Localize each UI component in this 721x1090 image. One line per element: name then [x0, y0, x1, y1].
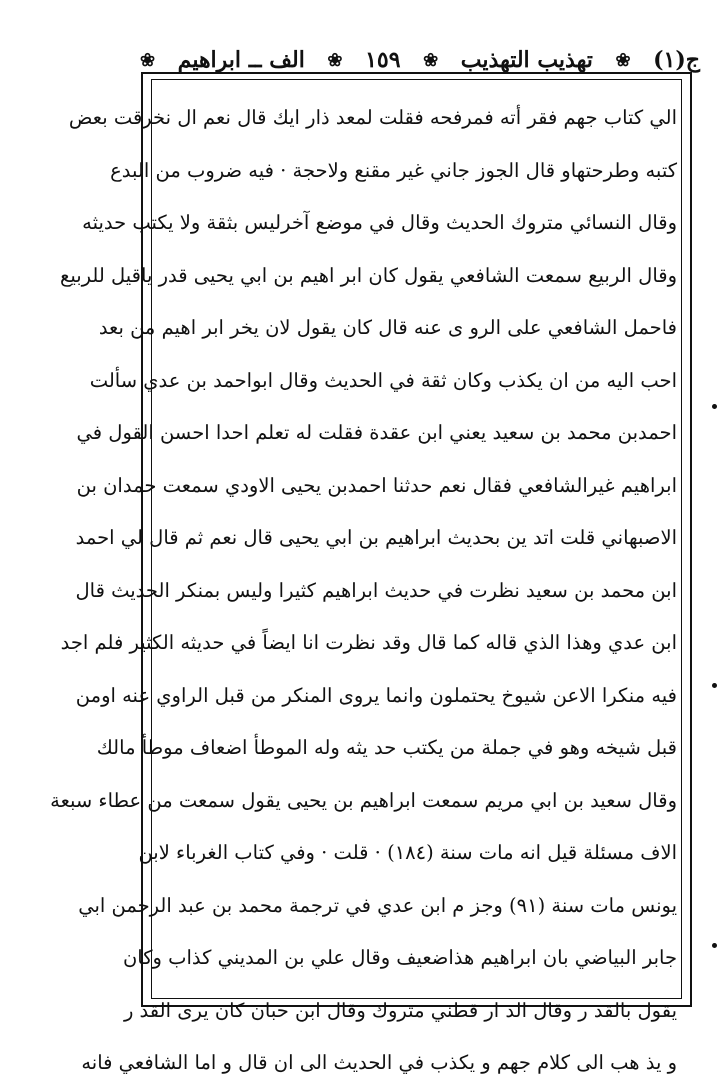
body-text — [50, 92, 677, 1090]
text-line: يقول بالقد ر وقال الد ار قطني متروك وقال ابن حبان كان يرى القد ر — [123, 998, 677, 1022]
text-line: فاحمل الشافعي على الرو ى عنه قال كان يقول لان يخر ابر اهيم من بعد — [98, 316, 677, 339]
text-line: وقال النسائي متروك الحديث وقال في موضع آخرليس بثقة ولا يكتب حديثه — [82, 211, 677, 234]
ornament-icon: ❀ — [327, 49, 343, 71]
text-line: الاصبهاني قلت اتد ين بحديث ابراهيم بن ابي يحيى قال نعم ثم قال لي احمد — [75, 526, 677, 549]
text-line: قبل شيخه وهو في جملة من يكتب حد يثه وله الموطأ اضعاف موطأ مالك — [96, 736, 677, 759]
margin-dot — [712, 404, 717, 409]
text-line: جابر البياضي بان ابراهيم هذاضعيف وقال علي بن المديني كذاب وكان — [122, 946, 677, 969]
text-line: فيه منكرا الاعن شيوخ يحتملون وانما يروى المنكر من قبل الراوي عنه اومن — [75, 683, 677, 707]
ornament-icon: ❀ — [140, 49, 156, 71]
text-line: ابن محمد بن سعيد نظرت في حديث ابراهيم كثيرا وليس بمنكر الحديث قال — [75, 578, 677, 602]
section-title: الف ــ ابراهيم — [177, 47, 305, 73]
text-line: يونس مات سنة (٩١) وجز م ابن عدي في ترجمة محمد بن عبد الرحمن ابي — [78, 893, 677, 917]
text-line: احمدبن محمد بن سعيد يعني ابن عقدة فقلت له تعلم احدا احسن القول في — [76, 421, 677, 444]
page-number: ١٥٩ — [365, 47, 401, 73]
text-line: الاف مسئلة قيل انه مات سنة (١٨٤) · قلت · وفي كتاب الغرباء لابن — [138, 841, 677, 864]
book-title: تهذيب التهذيب — [460, 47, 593, 73]
text-line: ابراهيم غيرالشافعي فقال نعم حدثنا احمدبن يحيى الاودي سمعت حمدان بن — [76, 473, 677, 497]
volume-label: ج(١) — [653, 47, 700, 73]
text-line: الي كتاب جهم فقر أته فمرفحه فقلت لمعد ذار ايك قال نعم ال نخرقت بعض — [68, 106, 677, 129]
margin-dot — [712, 683, 717, 688]
ornament-icon: ❀ — [615, 49, 631, 71]
ornament-icon: ❀ — [423, 49, 439, 71]
text-line: و يذ هب الى كلام جهم و يكذب في الحديث الى ان قال و اما الشافعي فانه — [81, 1051, 677, 1074]
text-line: كتبه وطرحتهاو قال الجوز جاني غير مقنع ولاحجة · فيه ضروب من البدع — [110, 158, 677, 182]
text-line: وقال سعيد بن ابي مريم سمعت ابراهيم بن يحيى يقول سمعت من عطاء سبعة — [50, 788, 677, 812]
text-line: وقال الربيع سمعت الشافعي يقول كان ابر اهيم بن ابي يحيى قدر ياقيل للربيع — [59, 263, 677, 287]
margin-dot — [712, 943, 717, 948]
text-line: ابن عدي وهذا الذي قاله كما قال وقد نظرت انا ايضاً في حديثه الكثير فلم اجد — [60, 631, 677, 654]
text-line: احب اليه من ان يكذب وكان ثقة في الحديث وقال ابواحمد بن عدي سألت — [89, 368, 677, 392]
